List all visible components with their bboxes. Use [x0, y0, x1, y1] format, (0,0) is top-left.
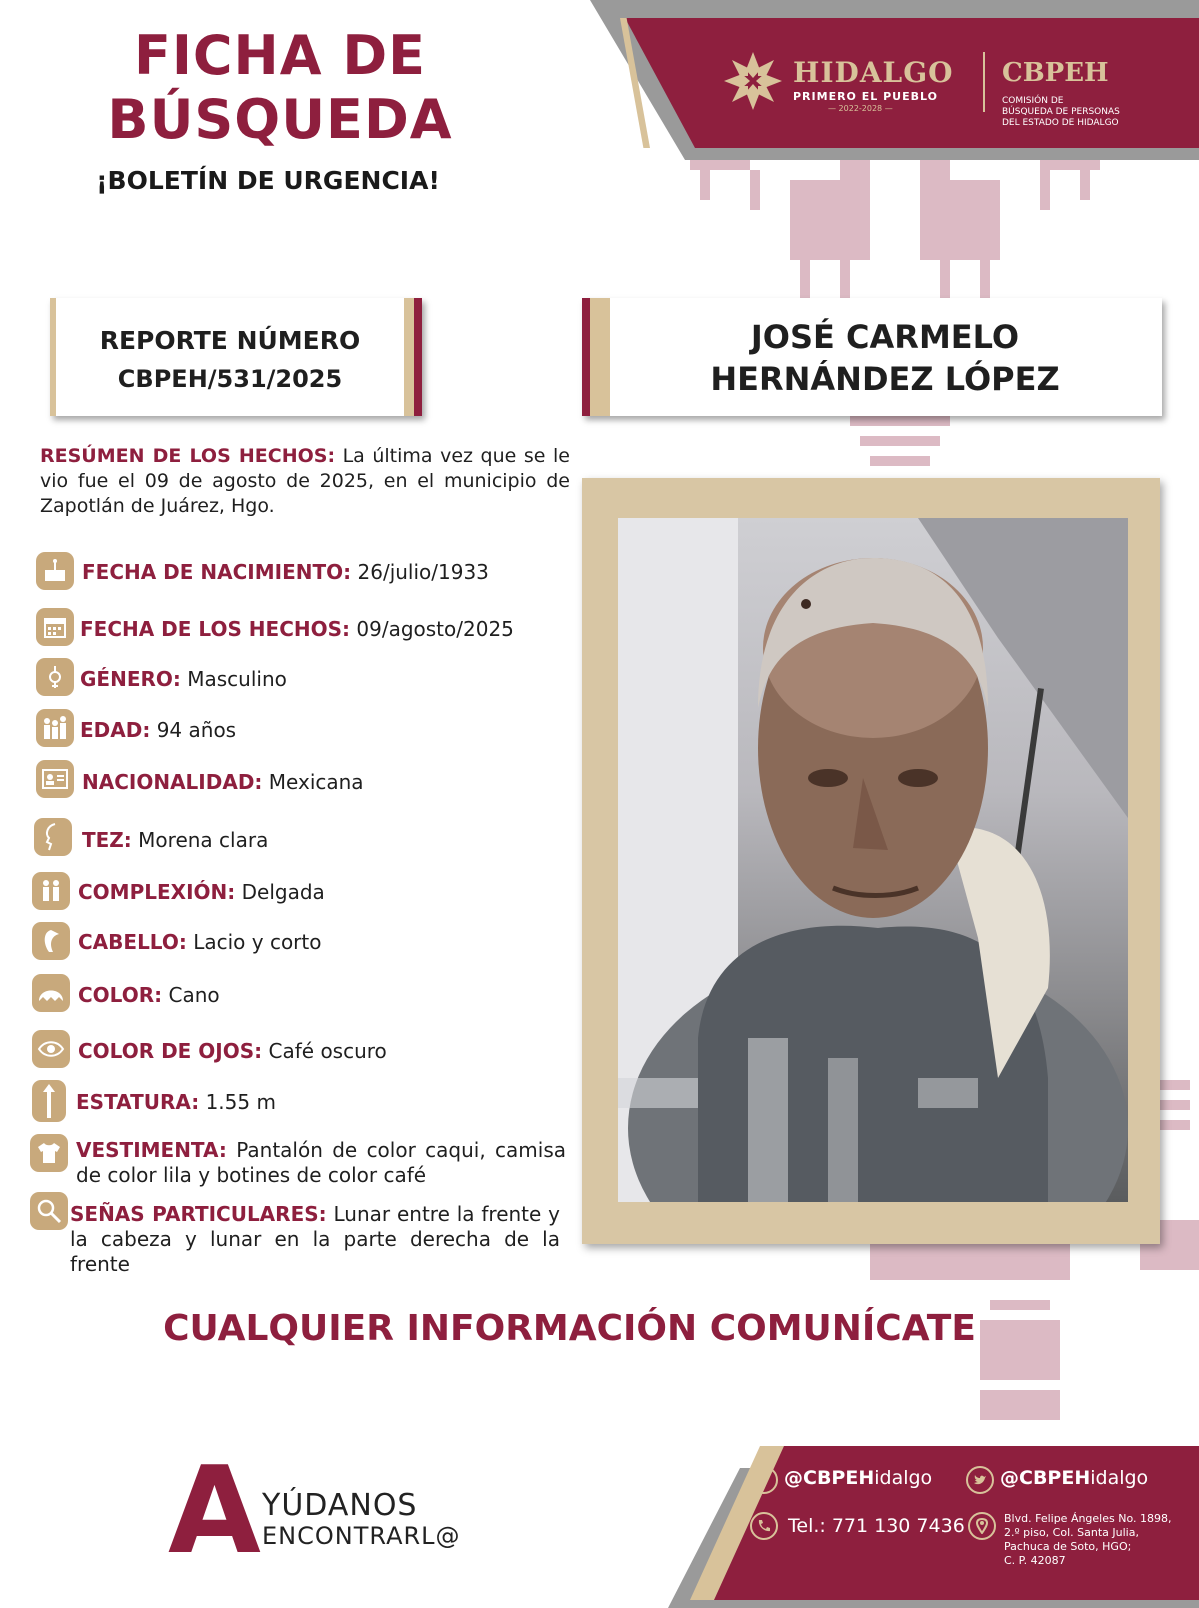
field-label: TEZ: [82, 828, 132, 852]
address-line-4: C. P. 42087 [1004, 1554, 1066, 1567]
campaign-line-2: ENCONTRARL@ [262, 1522, 461, 1550]
eye-icon [32, 1030, 70, 1068]
field-value: Masculino [187, 667, 287, 691]
years-text: — 2022-2028 — [828, 104, 893, 113]
cbpeh-logo-text: CBPEH [1002, 58, 1109, 88]
field-label: GÉNERO: [80, 667, 181, 691]
call-to-action: CUALQUIER INFORMACIÓN COMUNÍCATE [163, 1308, 976, 1349]
hidalgo-logo-text: HIDALGO [793, 56, 954, 89]
urgency-subtitle: ¡BOLETÍN DE URGENCIA! [96, 166, 440, 195]
address-line-1: Blvd. Felipe Ángeles No. 1898, [1004, 1512, 1172, 1525]
campaign-letter-a: A [168, 1442, 261, 1581]
field-value: Lunar entre la frente y la cabeza y lunar en la parte derecha de la frente [70, 1202, 561, 1276]
name-box-gold-accent [590, 298, 610, 416]
gender-icon [36, 658, 74, 696]
phone-icon[interactable] [750, 1512, 778, 1540]
title-line-2: BÚSQUEDA [107, 88, 453, 151]
report-box-left-accent [50, 298, 56, 416]
primero-el-pueblo-text: PRIMERO EL PUEBLO [793, 90, 938, 103]
summary-label: RESÚMEN DE LOS HECHOS: [40, 445, 336, 467]
field-label: COMPLEXIÓN: [78, 880, 236, 904]
field-value: Cano [168, 983, 220, 1007]
twitter-handle-rest: idalgo [1090, 1467, 1149, 1489]
summary-paragraph [40, 444, 570, 519]
facebook-handle-rest: idalgo [874, 1467, 933, 1489]
textile-pattern-top [690, 150, 1110, 310]
field-label: CABELLO: [78, 930, 187, 954]
twitter-handle[interactable] [1000, 1467, 1148, 1489]
address-line-3: Pachuca de Soto, HGO; [1004, 1540, 1132, 1553]
hair-color-icon [32, 974, 70, 1012]
hidalgo-star-logo-icon [722, 50, 784, 112]
address-line-2: 2.º piso, Col. Santa Julia, [1004, 1526, 1139, 1539]
family-icon [36, 709, 74, 747]
id-card-icon [36, 760, 74, 798]
field-value: 09/agosto/2025 [356, 617, 514, 641]
comision-text [1002, 96, 1120, 129]
field-label: COLOR DE OJOS: [78, 1039, 263, 1063]
field-label: EDAD: [80, 718, 151, 742]
body-icon [32, 872, 70, 910]
page-title [70, 24, 490, 152]
person-name [620, 316, 1150, 400]
missing-person-photo [618, 518, 1128, 1202]
logo-divider [983, 52, 985, 112]
field-value: 94 años [156, 718, 237, 742]
campaign-line-1: YÚDANOS [262, 1488, 418, 1523]
comision-line-1: COMISIÓN DE [1002, 96, 1064, 106]
field-value: Delgada [241, 880, 325, 904]
field-label: FECHA DE NACIMIENTO: [82, 560, 352, 584]
twitter-icon[interactable] [966, 1466, 994, 1494]
hair-icon [32, 922, 70, 960]
comision-line-3: DEL ESTADO DE HIDALGO [1002, 118, 1119, 128]
magnifier-icon [30, 1192, 68, 1230]
field-value: 1.55 m [205, 1090, 276, 1114]
comision-line-2: BÚSQUEDA DE PERSONAS [1002, 107, 1120, 117]
summary-text: La última vez que se le vio fue el 09 de agosto de 2025, en el municipio de Zapotlán de Juárez, Hgo. [40, 445, 570, 517]
textile-pattern-middle [850, 416, 950, 476]
calendar-icon [36, 608, 74, 646]
field-label: VESTIMENTA: [76, 1138, 227, 1162]
field-value: 26/julio/1933 [357, 560, 489, 584]
facebook-icon[interactable]: f [750, 1466, 778, 1494]
field-value: Morena clara [138, 828, 269, 852]
name-box-maroon-accent [582, 298, 590, 416]
facebook-handle[interactable] [784, 1467, 932, 1489]
field-label: ESTATURA: [76, 1090, 200, 1114]
shirt-icon [30, 1134, 68, 1172]
location-pin-icon [968, 1512, 996, 1540]
person-name-line-2: HERNÁNDEZ LÓPEZ [710, 360, 1060, 398]
field-value: Pantalón de color caqui, camisa de color lila y botines de color café [76, 1138, 566, 1187]
report-box-right-gold [404, 298, 414, 416]
field-value: Lacio y corto [193, 930, 322, 954]
cake-icon [36, 552, 74, 590]
report-number: CBPEH/531/2025 [117, 365, 343, 393]
field-label: SEÑAS PARTICULARES: [70, 1202, 327, 1226]
field-label: COLOR: [78, 983, 163, 1007]
phone-number[interactable]: Tel.: 771 130 7436 [788, 1515, 965, 1537]
report-box-right-maroon [414, 298, 422, 416]
facebook-handle-bold: @CBPEH [784, 1467, 875, 1489]
twitter-handle-bold: @CBPEH [1000, 1467, 1091, 1489]
report-number-box [50, 298, 422, 416]
report-label: REPORTE NÚMERO [99, 326, 361, 355]
address [1004, 1512, 1172, 1568]
field-label: FECHA DE LOS HECHOS: [80, 617, 351, 641]
height-arrow-icon [32, 1080, 66, 1122]
face-profile-icon [34, 818, 72, 856]
person-name-line-1: JOSÉ CARMELO [750, 318, 1020, 356]
field-label: NACIONALIDAD: [82, 770, 263, 794]
field-value: Mexicana [268, 770, 364, 794]
field-value: Café oscuro [268, 1039, 387, 1063]
title-line-1: FICHA DE [133, 24, 427, 87]
